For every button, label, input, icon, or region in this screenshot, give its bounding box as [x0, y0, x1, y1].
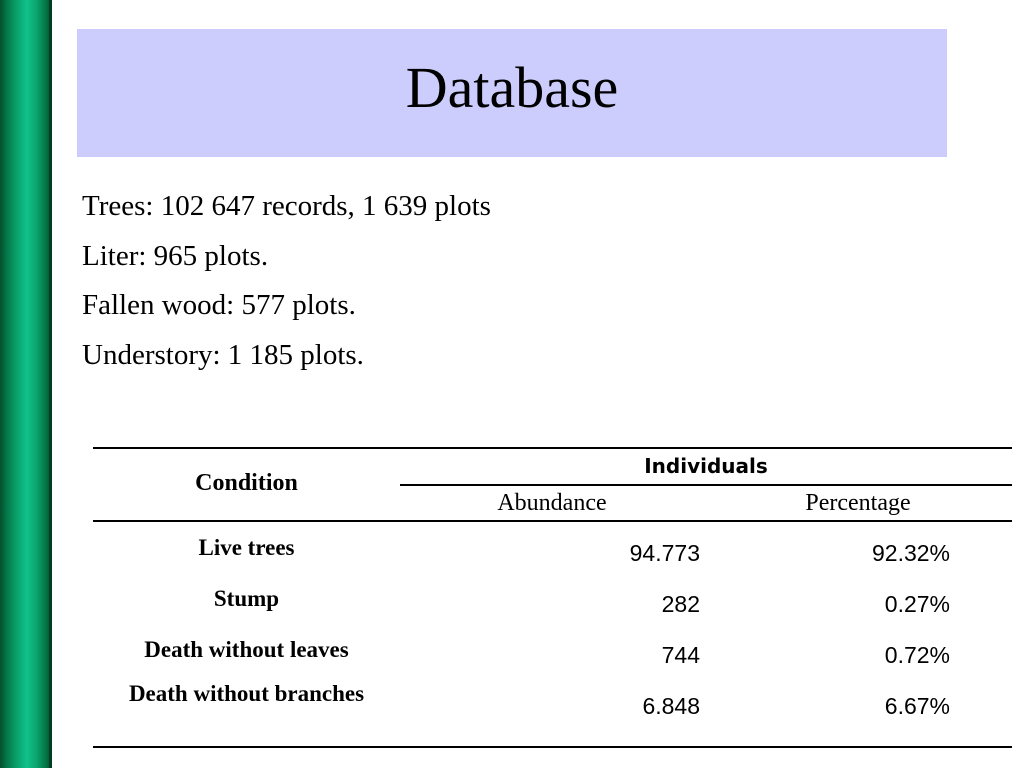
- row-abundance: 94.773: [629, 540, 700, 566]
- row-condition: Live trees: [198, 535, 295, 560]
- summary-item-liter: Liter: 965 plots.: [82, 239, 269, 272]
- summary-item-fallen-wood: Fallen wood: 577 plots.: [82, 289, 356, 321]
- header-percentage: Percentage: [805, 490, 911, 516]
- decorative-side-bar: [0, 0, 52, 768]
- table-top-rule: [93, 447, 1012, 449]
- row-abundance: 744: [661, 642, 700, 668]
- row-percentage: 0.27%: [884, 591, 950, 617]
- row-abundance: 6.848: [642, 693, 700, 719]
- row-percentage: 0.72%: [884, 642, 950, 668]
- header-condition: Condition: [195, 470, 298, 496]
- row-condition: Stump: [213, 586, 280, 611]
- row-condition: Death without leaves: [144, 637, 349, 662]
- summary-list: [82, 182, 491, 380]
- slide-title: Database: [405, 55, 619, 120]
- table-group-rule: [400, 484, 1012, 486]
- row-condition: Death without branches: [128, 681, 365, 706]
- title-banner: [77, 29, 947, 157]
- row-percentage: 6.67%: [884, 693, 950, 719]
- header-abundance: Abundance: [497, 490, 607, 516]
- row-percentage: 92.32%: [871, 540, 950, 566]
- table-header-rule: [93, 520, 1012, 522]
- header-individuals: Individuals: [644, 454, 768, 478]
- row-abundance: 282: [661, 591, 700, 617]
- table-bottom-rule: [93, 746, 1012, 748]
- summary-item-understory: Understory: 1 185 plots.: [82, 338, 364, 371]
- summary-item-trees: Trees: 102 647 records, 1 639 plots: [82, 190, 491, 222]
